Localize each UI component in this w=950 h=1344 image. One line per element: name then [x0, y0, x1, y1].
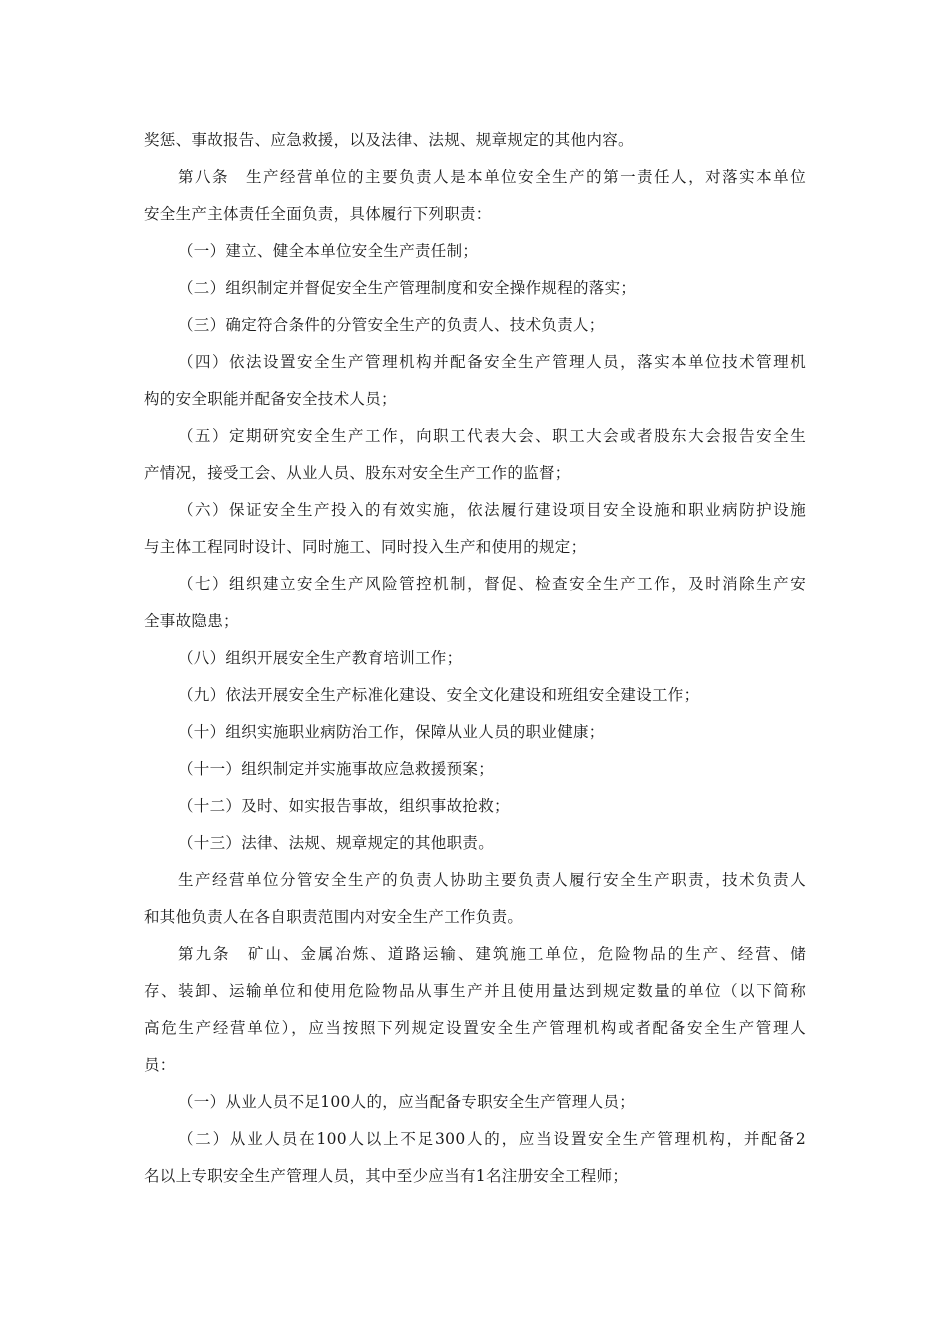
- list-item: （二）从业人员在100人以上不足300人的，应当设置安全生产管理机构，并配备2: [178, 1130, 806, 1148]
- list-item: （一）建立、健全本单位安全生产责任制；: [178, 242, 479, 260]
- list-item: （十三）法律、法规、规章规定的其他职责。: [178, 834, 495, 852]
- text-line: 构的安全职能并配备安全技术人员；: [144, 390, 397, 408]
- list-item: （十一）组织制定并实施事故应急救援预案；: [178, 760, 495, 778]
- text-line: 与主体工程同时设计、同时施工、同时投入生产和使用的规定；: [144, 538, 587, 556]
- text-line: 名以上专职安全生产管理人员，其中至少应当有1名注册安全工程师；: [144, 1167, 629, 1185]
- paragraph-line: 生产经营单位分管安全生产的负责人协助主要负责人履行安全生产职责，技术负责人: [178, 871, 806, 889]
- list-item: （四）依法设置安全生产管理机构并配备安全生产管理人员，落实本单位技术管理机: [178, 353, 806, 371]
- article-9-heading-line: 第九条 矿山、金属冶炼、道路运输、建筑施工单位，危险物品的生产、经营、储: [178, 945, 806, 963]
- text-line: 产情况，接受工会、从业人员、股东对安全生产工作的监督；: [144, 464, 571, 482]
- list-item: （三）确定符合条件的分管安全生产的负责人、技术负责人；: [178, 316, 605, 334]
- list-item: （十）组织实施职业病防治工作，保障从业人员的职业健康；: [178, 723, 605, 741]
- text-line: 员：: [144, 1056, 176, 1074]
- article-8-heading-line: 第八条 生产经营单位的主要负责人是本单位安全生产的第一责任人，对落实本单位: [178, 168, 806, 186]
- list-item: （五）定期研究安全生产工作，向职工代表大会、职工大会或者股东大会报告安全生: [178, 427, 806, 445]
- text-line: 奖惩、事故报告、应急救援，以及法律、法规、规章规定的其他内容。: [144, 131, 634, 149]
- list-item: （二）组织制定并督促安全生产管理制度和安全操作规程的落实；: [178, 279, 637, 297]
- list-item: （九）依法开展安全生产标准化建设、安全文化建设和班组安全建设工作；: [178, 686, 700, 704]
- list-item: （八）组织开展安全生产教育培训工作；: [178, 649, 463, 667]
- list-item: （六）保证安全生产投入的有效实施，依法履行建设项目安全设施和职业病防护设施: [178, 501, 806, 519]
- text-line: 高危生产经营单位），应当按照下列规定设置安全生产管理机构或者配备安全生产管理人: [144, 1019, 806, 1037]
- text-line: 存、装卸、运输单位和使用危险物品从事生产并且使用量达到规定数量的单位（以下简称: [144, 982, 806, 1000]
- text-line: 安全生产主体责任全面负责，具体履行下列职责：: [144, 205, 492, 223]
- list-item: （七）组织建立安全生产风险管控机制，督促、检查安全生产工作，及时消除生产安: [178, 575, 806, 593]
- text-line: 和其他负责人在各自职责范围内对安全生产工作负责。: [144, 908, 524, 926]
- list-item: （十二）及时、如实报告事故，组织事故抢救；: [178, 797, 510, 815]
- text-line: 全事故隐患；: [144, 612, 239, 630]
- list-item: （一）从业人员不足100人的，应当配备专职安全生产管理人员；: [178, 1093, 636, 1111]
